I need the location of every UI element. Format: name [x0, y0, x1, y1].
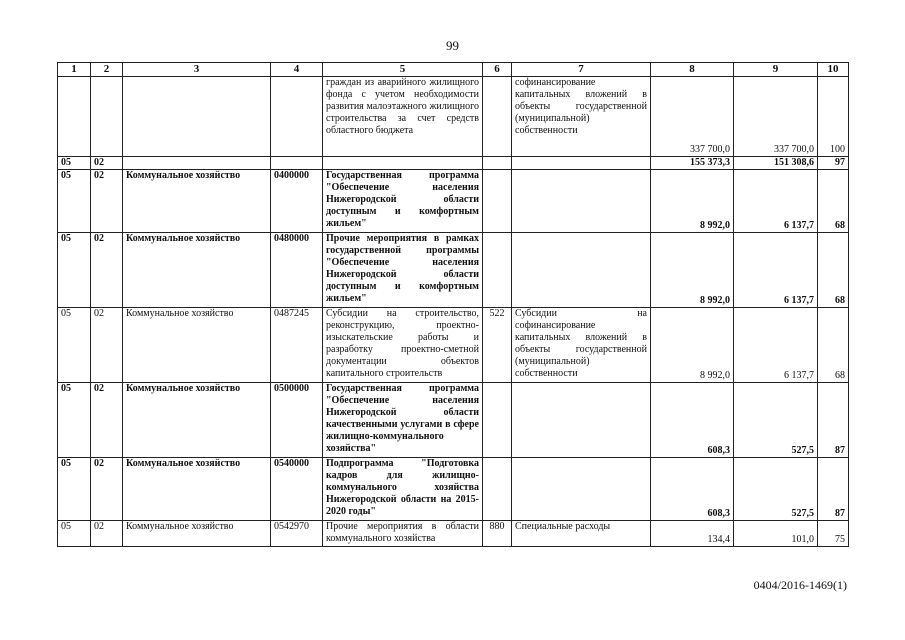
column-header: 4 — [271, 63, 323, 77]
cell-col-7: Субсидии на софинансирование капитальных вложений в объекты государственной (муниципальной) собственности — [512, 308, 651, 383]
cell-col-9: 527,5 — [734, 458, 818, 521]
cell-col-4 — [271, 77, 323, 157]
cell-col-2 — [91, 77, 123, 157]
cell-col-6: 880 — [483, 521, 512, 547]
table-row — [58, 308, 849, 383]
column-header: 3 — [123, 63, 271, 77]
cell-col-5: Подпрограмма "Подготовка кадров для жилищно-коммунального хозяйства Нижегородской области на 2015-2020 годы" — [323, 458, 483, 521]
cell-col-3 — [123, 77, 271, 157]
cell-col-10: 75 — [818, 521, 849, 547]
cell-col-7 — [512, 458, 651, 521]
cell-col-10: 87 — [818, 383, 849, 458]
cell-col-5: Государственная программа "Обеспечение населения Нижегородской области качественными услугами в сфере жилищно-коммунального хозяйства" — [323, 383, 483, 458]
cell-col-1: 05 — [58, 308, 91, 383]
table-row — [58, 157, 849, 170]
cell-col-9: 527,5 — [734, 383, 818, 458]
cell-col-9: 337 700,0 — [734, 77, 818, 157]
table-row — [58, 170, 849, 233]
cell-col-8: 8 992,0 — [651, 170, 734, 233]
cell-col-8: 8 992,0 — [651, 233, 734, 308]
cell-col-9: 151 308,6 — [734, 157, 818, 170]
cell-col-2: 02 — [91, 308, 123, 383]
table-row — [58, 383, 849, 458]
cell-col-1: 05 — [58, 521, 91, 547]
column-header: 8 — [651, 63, 734, 77]
cell-col-8: 155 373,3 — [651, 157, 734, 170]
cell-col-1: 05 — [58, 170, 91, 233]
cell-col-3: Коммунальное хозяйство — [123, 233, 271, 308]
column-header: 9 — [734, 63, 818, 77]
cell-col-6: 522 — [483, 308, 512, 383]
cell-col-9: 6 137,7 — [734, 170, 818, 233]
column-header: 6 — [483, 63, 512, 77]
cell-col-3 — [123, 157, 271, 170]
cell-col-5 — [323, 157, 483, 170]
cell-col-7 — [512, 170, 651, 233]
cell-col-3: Коммунальное хозяйство — [123, 308, 271, 383]
header-row — [58, 63, 849, 77]
cell-col-2: 02 — [91, 458, 123, 521]
page-number: 99 — [446, 38, 459, 53]
cell-col-10: 100 — [818, 77, 849, 157]
cell-col-5: Прочие мероприятия в рамках государственной программы "Обеспечение населения Нижегородской области доступным и комфортным жильем" — [323, 233, 483, 308]
cell-col-9: 6 137,7 — [734, 233, 818, 308]
cell-col-8: 8 992,0 — [651, 308, 734, 383]
column-header: 7 — [512, 63, 651, 77]
document-code: 0404/2016-1469(1) — [753, 578, 847, 592]
cell-col-5: Прочие мероприятия в области коммунального хозяйства — [323, 521, 483, 547]
column-header: 1 — [58, 63, 91, 77]
cell-col-2: 02 — [91, 521, 123, 547]
cell-col-7 — [512, 233, 651, 308]
table-row — [58, 233, 849, 308]
cell-col-2: 02 — [91, 170, 123, 233]
cell-col-6 — [483, 77, 512, 157]
table-row — [58, 458, 849, 521]
budget-table — [57, 62, 849, 547]
cell-col-5: граждан из аварийного жилищного фонда с учетом необходимости развития малоэтажного жилищного строительства за счет средств областного бюджета — [323, 77, 483, 157]
cell-col-6 — [483, 458, 512, 521]
cell-col-4: 0540000 — [271, 458, 323, 521]
cell-col-8: 608,3 — [651, 383, 734, 458]
table-row — [58, 77, 849, 157]
cell-col-3: Коммунальное хозяйство — [123, 383, 271, 458]
cell-col-4: 0500000 — [271, 383, 323, 458]
cell-col-10: 68 — [818, 233, 849, 308]
cell-col-8: 337 700,0 — [651, 77, 734, 157]
column-header: 2 — [91, 63, 123, 77]
cell-col-1: 05 — [58, 233, 91, 308]
column-header: 10 — [818, 63, 849, 77]
column-header: 5 — [323, 63, 483, 77]
table-row — [58, 521, 849, 547]
cell-col-7 — [512, 157, 651, 170]
cell-col-7: софинансирование капитальных вложений в объекты государственной (муниципальной) собственности — [512, 77, 651, 157]
cell-col-2: 02 — [91, 383, 123, 458]
cell-col-1: 05 — [58, 383, 91, 458]
cell-col-6 — [483, 233, 512, 308]
cell-col-5: Государственная программа "Обеспечение населения Нижегородской области доступным и комфортным жильем" — [323, 170, 483, 233]
cell-col-10: 68 — [818, 308, 849, 383]
cell-col-4: 0400000 — [271, 170, 323, 233]
cell-col-3: Коммунальное хозяйство — [123, 458, 271, 521]
table-body — [58, 77, 849, 547]
cell-col-3: Коммунальное хозяйство — [123, 521, 271, 547]
cell-col-2: 02 — [91, 157, 123, 170]
cell-col-4 — [271, 157, 323, 170]
cell-col-6 — [483, 170, 512, 233]
cell-col-3: Коммунальное хозяйство — [123, 170, 271, 233]
cell-col-10: 97 — [818, 157, 849, 170]
cell-col-4: 0542970 — [271, 521, 323, 547]
cell-col-4: 0487245 — [271, 308, 323, 383]
cell-col-9: 101,0 — [734, 521, 818, 547]
cell-col-7: Специальные расходы — [512, 521, 651, 547]
cell-col-5: Субсидии на строительство, реконструкцию, проектно-изыскательские работы и разработку проектно-сметной документации объектов капитального строительств — [323, 308, 483, 383]
cell-col-1: 05 — [58, 157, 91, 170]
cell-col-9: 6 137,7 — [734, 308, 818, 383]
cell-col-10: 87 — [818, 458, 849, 521]
cell-col-10: 68 — [818, 170, 849, 233]
cell-col-1: 05 — [58, 458, 91, 521]
cell-col-2: 02 — [91, 233, 123, 308]
cell-col-8: 608,3 — [651, 458, 734, 521]
cell-col-6 — [483, 157, 512, 170]
cell-col-1 — [58, 77, 91, 157]
cell-col-4: 0480000 — [271, 233, 323, 308]
cell-col-6 — [483, 383, 512, 458]
cell-col-8: 134,4 — [651, 521, 734, 547]
cell-col-7 — [512, 383, 651, 458]
